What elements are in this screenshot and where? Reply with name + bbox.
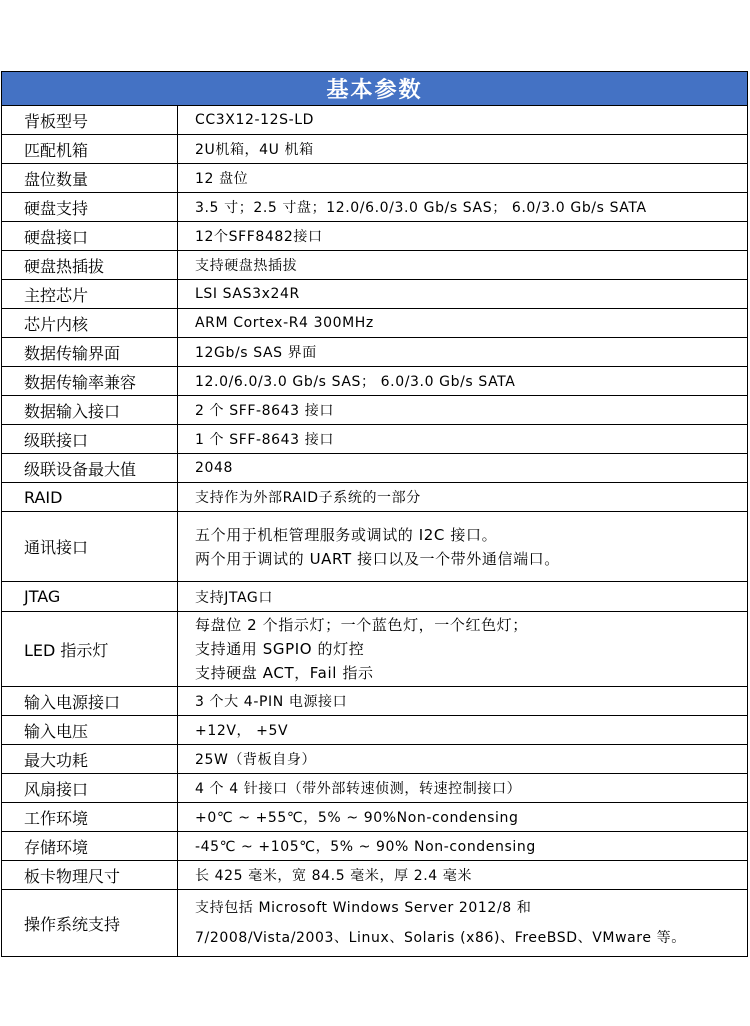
row-value bbox=[178, 483, 748, 512]
row-label: 硬盘接口 bbox=[2, 222, 178, 251]
row-value bbox=[178, 164, 748, 193]
row-value bbox=[178, 425, 748, 454]
table-row bbox=[2, 832, 748, 861]
row-value-line: 1 个 SFF-8643 接口 bbox=[195, 432, 334, 448]
row-value-line: 每盘位 2 个指示灯；一个蓝色灯，一个红色灯； bbox=[195, 616, 528, 634]
spec-table bbox=[1, 71, 748, 957]
table-row bbox=[2, 135, 748, 164]
row-value bbox=[178, 338, 748, 367]
row-value-line: 五个用于机柜管理服务或调试的 I2C 接口。 bbox=[195, 525, 498, 544]
row-value-line: 12Gb/s SAS 界面 bbox=[195, 345, 317, 361]
row-value-line: 2048 bbox=[195, 460, 234, 476]
row-label: 板卡物理尺寸 bbox=[2, 861, 178, 890]
row-value bbox=[178, 222, 748, 251]
row-value bbox=[178, 512, 748, 582]
row-value-line: 3 个大 4-PIN 电源接口 bbox=[195, 694, 348, 710]
row-label: 输入电压 bbox=[2, 716, 178, 745]
row-value bbox=[178, 193, 748, 222]
row-value-line: +0℃ ~ +55℃，5% ~ 90%Non-condensing bbox=[195, 810, 519, 826]
row-value-line: 2U机箱，4U 机箱 bbox=[195, 142, 314, 158]
row-value-line: 支持包括 Microsoft Windows Server 2012/8 和 bbox=[195, 900, 532, 916]
table-row bbox=[2, 367, 748, 396]
row-value-line: 12个SFF8482接口 bbox=[195, 229, 323, 245]
table-row bbox=[2, 716, 748, 745]
table-body bbox=[2, 106, 748, 957]
row-value bbox=[178, 774, 748, 803]
row-value bbox=[178, 890, 748, 957]
row-value bbox=[178, 612, 748, 687]
row-value bbox=[178, 106, 748, 135]
row-value-line: -45℃ ~ +105℃，5% ~ 90% Non-condensing bbox=[195, 839, 536, 855]
row-label: 硬盘支持 bbox=[2, 193, 178, 222]
row-label: LED 指示灯 bbox=[2, 612, 178, 687]
row-value bbox=[178, 454, 748, 483]
row-value-line: ARM Cortex-R4 300MHz bbox=[195, 315, 374, 331]
row-value-line: 12 盘位 bbox=[195, 171, 249, 187]
row-label: 风扇接口 bbox=[2, 774, 178, 803]
row-value-line: 支持通用 SGPIO 的灯控 bbox=[195, 640, 365, 658]
table-row bbox=[2, 483, 748, 512]
row-value-line: 支持硬盘热插拔 bbox=[195, 258, 298, 274]
table-row bbox=[2, 454, 748, 483]
row-label: 级联设备最大值 bbox=[2, 454, 178, 483]
table-row bbox=[2, 582, 748, 612]
table-row bbox=[2, 774, 748, 803]
row-label: 数据传输率兼容 bbox=[2, 367, 178, 396]
row-value-line: CC3X12-12S-LD bbox=[195, 112, 315, 128]
row-value-line: 25W（背板自身） bbox=[195, 752, 317, 768]
table-row bbox=[2, 612, 748, 687]
table-row bbox=[2, 890, 748, 957]
row-value-line: LSI SAS3x24R bbox=[195, 286, 300, 302]
table-row bbox=[2, 309, 748, 338]
row-value-line: 7/2008/Vista/2003、Linux、Solaris (x86)、FreeBSD、VMware 等。 bbox=[195, 930, 686, 946]
row-value bbox=[178, 716, 748, 745]
row-value-line: 长 425 毫米，宽 84.5 毫米，厚 2.4 毫米 bbox=[195, 868, 473, 884]
row-label: JTAG bbox=[2, 582, 178, 612]
row-label: 工作环境 bbox=[2, 803, 178, 832]
table-row bbox=[2, 803, 748, 832]
table-row bbox=[2, 687, 748, 716]
row-value-line: 3.5 寸；2.5 寸盘；12.0/6.0/3.0 Gb/s SAS； 6.0/3.0 Gb/s SATA bbox=[195, 200, 647, 216]
row-value bbox=[178, 861, 748, 890]
row-label: 级联接口 bbox=[2, 425, 178, 454]
row-value bbox=[178, 135, 748, 164]
table-row bbox=[2, 251, 748, 280]
row-label: 匹配机箱 bbox=[2, 135, 178, 164]
row-label: 盘位数量 bbox=[2, 164, 178, 193]
row-label: 芯片内核 bbox=[2, 309, 178, 338]
row-value-line: 4 个 4 针接口（带外部转速侦测，转速控制接口） bbox=[195, 781, 522, 797]
row-value-line: 两个用于调试的 UART 接口以及一个带外通信端口。 bbox=[195, 549, 560, 568]
table-row bbox=[2, 193, 748, 222]
row-value bbox=[178, 687, 748, 716]
row-value bbox=[178, 832, 748, 861]
table-row bbox=[2, 338, 748, 367]
row-value bbox=[178, 803, 748, 832]
row-value-line: 12.0/6.0/3.0 Gb/s SAS； 6.0/3.0 Gb/s SATA bbox=[195, 374, 516, 390]
row-value-line: 支持作为外部RAID子系统的一部分 bbox=[195, 490, 421, 506]
row-value bbox=[178, 396, 748, 425]
table-row bbox=[2, 106, 748, 135]
row-label: 通讯接口 bbox=[2, 512, 178, 582]
row-value-line: +12V， +5V bbox=[195, 723, 289, 739]
row-value-line: 支持硬盘 ACT，Fail 指示 bbox=[195, 664, 374, 682]
row-label: 主控芯片 bbox=[2, 280, 178, 309]
table-row bbox=[2, 745, 748, 774]
row-value bbox=[178, 251, 748, 280]
row-value-line: 2 个 SFF-8643 接口 bbox=[195, 403, 334, 419]
row-value bbox=[178, 367, 748, 396]
row-label: 输入电源接口 bbox=[2, 687, 178, 716]
row-value bbox=[178, 309, 748, 338]
row-label: 操作系统支持 bbox=[2, 890, 178, 957]
table-header-row bbox=[2, 72, 748, 106]
row-label: 数据传输界面 bbox=[2, 338, 178, 367]
table-row bbox=[2, 425, 748, 454]
row-value bbox=[178, 280, 748, 309]
row-label: 背板型号 bbox=[2, 106, 178, 135]
row-value bbox=[178, 582, 748, 612]
row-label: 数据输入接口 bbox=[2, 396, 178, 425]
table-row bbox=[2, 861, 748, 890]
row-label: 硬盘热插拔 bbox=[2, 251, 178, 280]
table-row bbox=[2, 396, 748, 425]
table-row bbox=[2, 164, 748, 193]
row-label: 最大功耗 bbox=[2, 745, 178, 774]
table-row bbox=[2, 280, 748, 309]
table-row bbox=[2, 222, 748, 251]
row-value-line: 支持JTAG口 bbox=[195, 589, 273, 606]
row-label: RAID bbox=[2, 483, 178, 512]
table-title: 基本参数 bbox=[2, 72, 748, 106]
row-label: 存储环境 bbox=[2, 832, 178, 861]
table-row bbox=[2, 512, 748, 582]
row-value bbox=[178, 745, 748, 774]
